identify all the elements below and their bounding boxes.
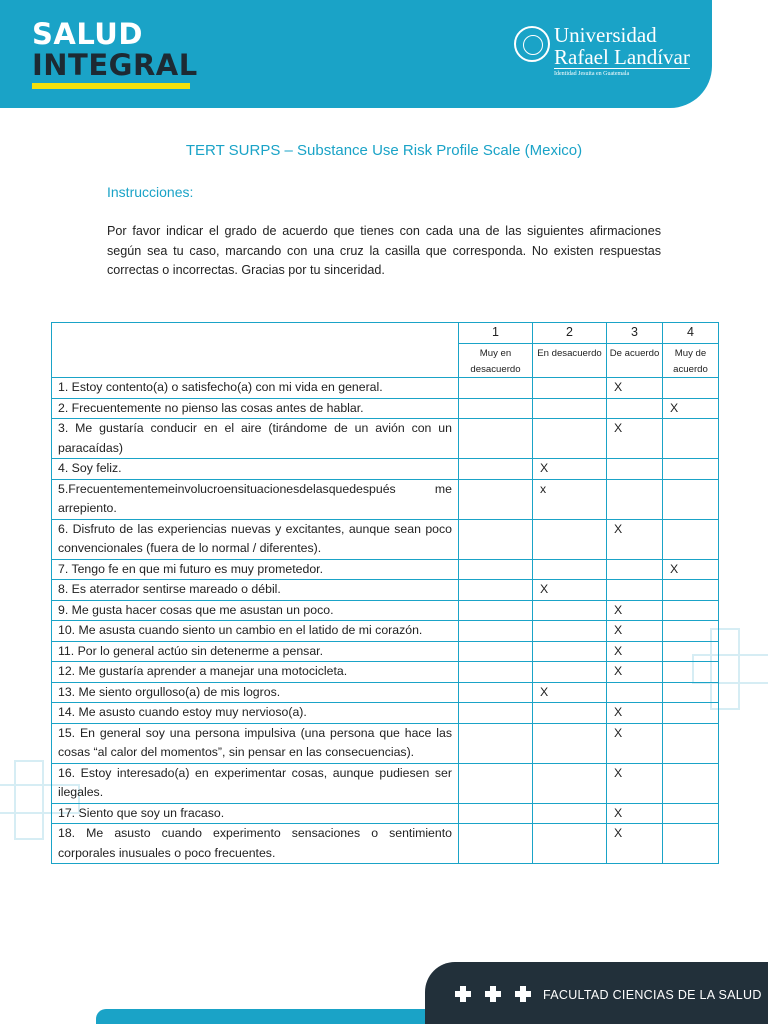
answer-cell[interactable]: X	[607, 763, 663, 803]
answer-cell[interactable]: X	[607, 621, 663, 642]
answer-cell[interactable]: X	[663, 559, 719, 580]
answer-cell[interactable]	[533, 641, 607, 662]
answer-cell[interactable]	[533, 824, 607, 864]
statement-text: 1. Estoy contento(a) o satisfecho(a) con mi vida en general.	[52, 378, 459, 399]
table-row	[52, 580, 719, 601]
answer-cell[interactable]	[607, 682, 663, 703]
statement-text: 12. Me gustaría aprender a manejar una motocicleta.	[52, 662, 459, 683]
instructions-text: Por favor indicar el grado de acuerdo que tienes con cada una de las siguientes afirmaciones según sea tu caso, marcando con una cruz la casilla que corresponda. No existen respuestas correctas o incorrectas. Gracias por tu sinceridad.	[107, 224, 661, 277]
answer-cell[interactable]: X	[607, 824, 663, 864]
answer-cell[interactable]: X	[607, 419, 663, 459]
table-row	[52, 559, 719, 580]
answer-cell[interactable]	[459, 580, 533, 601]
answer-cell[interactable]	[459, 682, 533, 703]
answer-cell[interactable]	[459, 803, 533, 824]
answer-cell[interactable]: X	[607, 600, 663, 621]
table-row	[52, 479, 719, 519]
answer-cell[interactable]: X	[607, 723, 663, 763]
answer-cell[interactable]	[459, 662, 533, 683]
answer-cell[interactable]: X	[663, 398, 719, 419]
plus-icon	[455, 986, 471, 1002]
answer-cell[interactable]: X	[607, 378, 663, 399]
scale-label: Muy en desacuerdo	[459, 344, 533, 378]
answer-cell[interactable]	[663, 621, 719, 642]
answer-cell[interactable]: X	[607, 641, 663, 662]
table-row	[52, 600, 719, 621]
answer-cell[interactable]	[459, 641, 533, 662]
table-row	[52, 419, 719, 459]
answer-cell[interactable]	[663, 419, 719, 459]
table-row	[52, 824, 719, 864]
page-title: TERT SURPS – Substance Use Risk Profile Scale (Mexico)	[185, 142, 583, 159]
table-row	[52, 682, 719, 703]
statement-text: 3. Me gustaría conducir en el aire (tirándome de un avión con un paracaídas)	[52, 419, 459, 459]
statement-text: 9. Me gusta hacer cosas que me asustan un poco.	[52, 600, 459, 621]
answer-cell[interactable]	[533, 600, 607, 621]
university-tagline: Identidad Jesuita en Guatemala	[554, 68, 690, 78]
statement-text: 18. Me asusto cuando experimento sensaciones o sentimiento corporales inusuales o poco frecuentes.	[52, 824, 459, 864]
answer-cell[interactable]	[459, 459, 533, 480]
answer-cell[interactable]	[663, 459, 719, 480]
answer-cell[interactable]	[533, 398, 607, 419]
university-name-line2: Rafael Landívar	[554, 45, 690, 69]
answer-cell[interactable]	[459, 378, 533, 399]
answer-cell[interactable]: X	[533, 459, 607, 480]
answer-cell[interactable]	[533, 763, 607, 803]
answer-cell[interactable]	[663, 378, 719, 399]
statement-text: 11. Por lo general actúo sin detenerme a pensar.	[52, 641, 459, 662]
answer-cell[interactable]	[663, 682, 719, 703]
answer-cell[interactable]	[533, 519, 607, 559]
scale-number: 2	[533, 323, 607, 344]
answer-cell[interactable]	[459, 621, 533, 642]
statement-text: 15. En general soy una persona impulsiva (una persona que hace las cosas “al calor del momentos”, sin pensar en las consecuencias).	[52, 723, 459, 763]
table-row	[52, 519, 719, 559]
answer-cell[interactable]: X	[607, 519, 663, 559]
table-row	[52, 723, 719, 763]
plus-icon	[515, 986, 531, 1002]
header-band	[0, 0, 712, 108]
instructions-heading: Instrucciones:	[107, 184, 194, 200]
answer-cell[interactable]	[663, 824, 719, 864]
answer-cell[interactable]	[459, 824, 533, 864]
statement-text: 17. Siento que soy un fracaso.	[52, 803, 459, 824]
answer-cell[interactable]: x	[533, 479, 607, 519]
answer-cell[interactable]: X	[533, 580, 607, 601]
answer-cell[interactable]	[663, 803, 719, 824]
answer-cell[interactable]	[459, 479, 533, 519]
answer-cell[interactable]	[607, 559, 663, 580]
answer-cell[interactable]	[607, 479, 663, 519]
table-row	[52, 763, 719, 803]
brand-underline	[32, 83, 190, 89]
footer-accent-bar	[96, 1009, 436, 1024]
answer-cell[interactable]	[459, 763, 533, 803]
table-row	[52, 641, 719, 662]
answer-cell[interactable]	[663, 662, 719, 683]
table-row	[52, 398, 719, 419]
scale-label: En desacuerdo	[533, 344, 607, 378]
table-row	[52, 378, 719, 399]
answer-cell[interactable]	[533, 378, 607, 399]
university-name-line1: Universidad	[554, 23, 657, 47]
answer-cell[interactable]	[533, 803, 607, 824]
questionnaire-table	[51, 322, 719, 864]
brand-line1: SALUD	[32, 17, 143, 51]
statement-text: 10. Me asusta cuando siento un cambio en el latido de mi corazón.	[52, 621, 459, 642]
statement-text: 5.Frecuentementemeinvolucroensituacionesdelasquedespués me arrepiento.	[52, 479, 459, 519]
table-row	[52, 459, 719, 480]
header-blank-cell	[52, 323, 459, 378]
statement-text: 6. Disfruto de las experiencias nuevas y excitantes, aunque sean poco convencionales (fuera de lo normal / diferentes).	[52, 519, 459, 559]
answer-cell[interactable]	[533, 662, 607, 683]
answer-cell[interactable]	[459, 519, 533, 559]
answer-cell[interactable]	[663, 763, 719, 803]
answer-cell[interactable]	[663, 600, 719, 621]
answer-cell[interactable]	[663, 703, 719, 724]
answer-cell[interactable]	[607, 398, 663, 419]
answer-cell[interactable]: X	[533, 682, 607, 703]
university-seal-icon	[514, 26, 550, 62]
answer-cell[interactable]	[663, 580, 719, 601]
answer-cell[interactable]	[663, 479, 719, 519]
table-row	[52, 621, 719, 642]
scale-label: Muy de acuerdo	[663, 344, 719, 378]
answer-cell[interactable]	[533, 621, 607, 642]
answer-cell[interactable]	[533, 559, 607, 580]
scale-number: 1	[459, 323, 533, 344]
answer-cell[interactable]	[459, 559, 533, 580]
answer-cell[interactable]	[663, 723, 719, 763]
statement-text: 16. Estoy interesado(a) en experimentar cosas, aunque pudiesen ser ilegales.	[52, 763, 459, 803]
statement-text: 2. Frecuentemente no pienso las cosas antes de hablar.	[52, 398, 459, 419]
statement-text: 8. Es aterrador sentirse mareado o débil.	[52, 580, 459, 601]
answer-cell[interactable]	[533, 723, 607, 763]
scale-number: 4	[663, 323, 719, 344]
answer-cell[interactable]	[533, 703, 607, 724]
answer-cell[interactable]	[663, 519, 719, 559]
scale-number: 3	[607, 323, 663, 344]
scale-number-row	[52, 323, 719, 344]
plus-icon	[485, 986, 501, 1002]
salud-integral-logo	[32, 17, 198, 89]
faculty-name: FACULTAD CIENCIAS DE LA SALUD	[543, 988, 762, 1002]
answer-cell[interactable]: X	[607, 662, 663, 683]
answer-cell[interactable]	[663, 641, 719, 662]
answer-cell[interactable]	[607, 580, 663, 601]
table-row	[52, 703, 719, 724]
answer-cell[interactable]	[459, 398, 533, 419]
answer-cell[interactable]	[459, 723, 533, 763]
brand-line2: INTEGRAL	[32, 48, 198, 82]
statement-text: 7. Tengo fe en que mi futuro es muy prometedor.	[52, 559, 459, 580]
statement-text: 13. Me siento orgulloso(a) de mis logros.	[52, 682, 459, 703]
answer-cell[interactable]	[533, 419, 607, 459]
table-row	[52, 662, 719, 683]
answer-cell[interactable]	[607, 459, 663, 480]
answer-cell[interactable]	[459, 419, 533, 459]
answer-cell[interactable]	[459, 600, 533, 621]
statement-text: 14. Me asusto cuando estoy muy nervioso(a).	[52, 703, 459, 724]
answer-cell[interactable]: X	[607, 803, 663, 824]
scale-label: De acuerdo	[607, 344, 663, 378]
statement-text: 4. Soy feliz.	[52, 459, 459, 480]
answer-cell[interactable]	[459, 703, 533, 724]
answer-cell[interactable]: X	[607, 703, 663, 724]
table-row	[52, 803, 719, 824]
